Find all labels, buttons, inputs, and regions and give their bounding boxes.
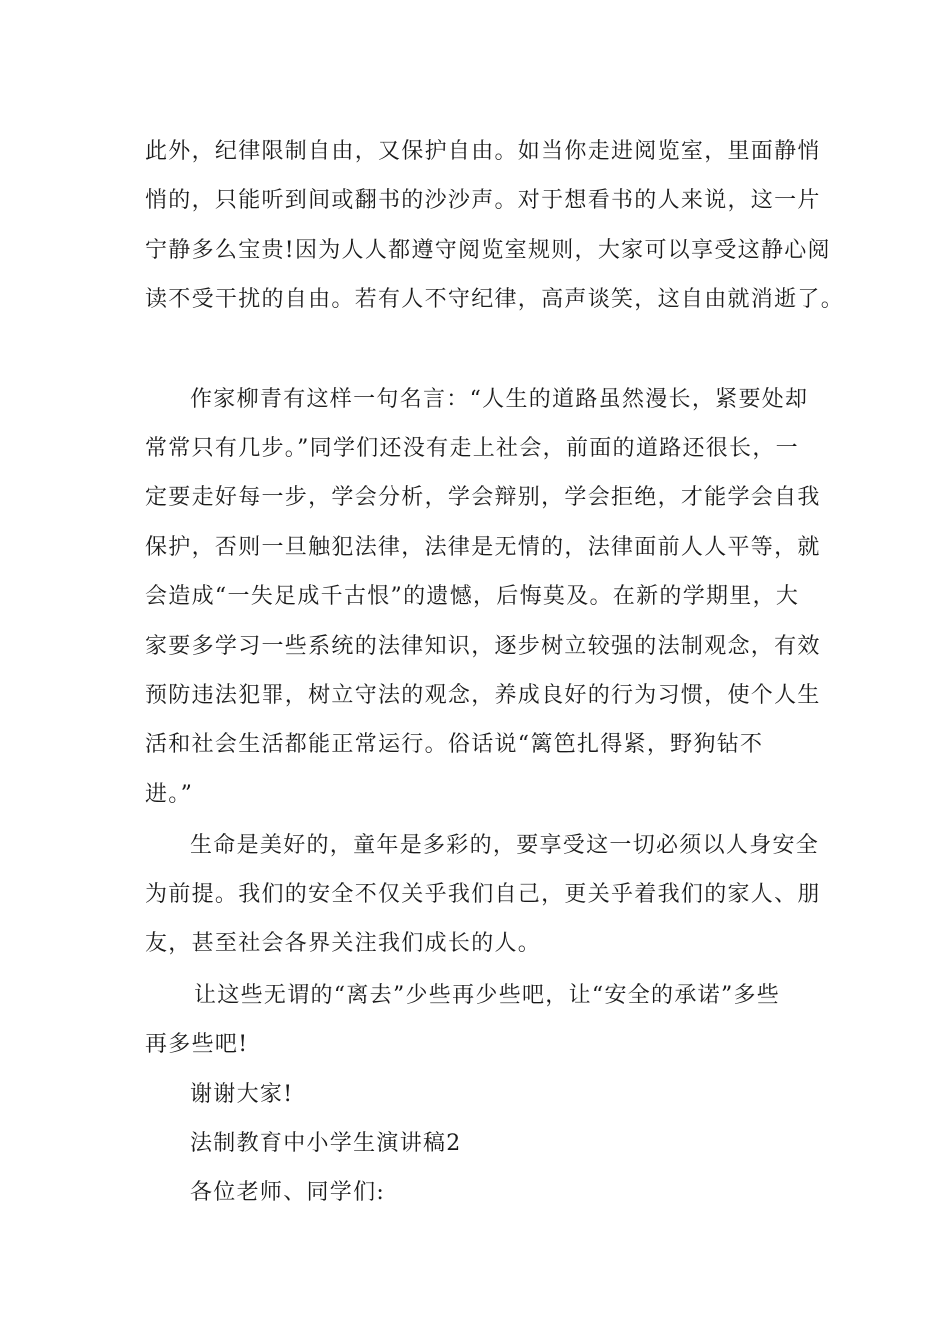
- paragraph-2-line-9: 进。”: [145, 782, 194, 807]
- paragraph-4-line-1: 让这些无谓的“离去”少些再少些吧，让“安全的承诺”多些: [194, 983, 781, 1008]
- paragraph-4-line-2: 再多些吧!: [145, 1032, 249, 1057]
- paragraph-1-line-3: 宁静多么宝贵!因为人人都遵守阅览室规则，大家可以享受这静心阅: [145, 238, 831, 263]
- salutation-line: 各位老师、同学们:: [190, 1180, 386, 1205]
- paragraph-3-line-2: 为前提。我们的安全不仅关乎我们自己，更关乎着我们的家人、朋: [145, 882, 821, 907]
- paragraph-1-line-2: 悄的，只能听到间或翻书的沙沙声。对于想看书的人来说，这一片: [145, 188, 821, 213]
- paragraph-2-line-4: 保护，否则一旦触犯法律，法律是无情的，法律面前人人平等，就: [145, 535, 821, 560]
- paragraph-2-line-1: 作家柳青有这样一句名言：“人生的道路虽然漫长，紧要处却: [190, 387, 809, 412]
- paragraph-3-line-1: 生命是美好的，童年是多彩的，要享受这一切必须以人身安全: [190, 833, 820, 858]
- paragraph-1-line-4: 读不受干扰的自由。若有人不守纪律，高声谈笑，这自由就消逝了。: [145, 287, 845, 312]
- paragraph-3-line-3: 友，甚至社会各界关注我们成长的人。: [145, 931, 542, 956]
- speech-title: 法制教育中小学生演讲稿2: [190, 1131, 462, 1156]
- thanks-line: 谢谢大家!: [190, 1082, 294, 1107]
- paragraph-2-line-5: 会造成“一失足成千古恨”的遗憾，后悔莫及。在新的学期里，大: [145, 584, 800, 609]
- paragraph-2-line-2: 常常只有几步。”同学们还没有走上社会，前面的道路还很长，一: [145, 436, 799, 461]
- paragraph-2-line-8: 活和社会生活都能正常运行。俗话说“篱笆扎得紧，野狗钻不: [145, 732, 764, 757]
- paragraph-2-line-7: 预防违法犯罪，树立守法的观念，养成良好的行为习惯，使个人生: [145, 683, 821, 708]
- paragraph-1-line-1: 此外，纪律限制自由，又保护自由。如当你走进阅览室，里面静悄: [145, 139, 821, 164]
- paragraph-2-line-6: 家要多学习一些系统的法律知识，逐步树立较强的法制观念，有效: [145, 634, 821, 659]
- paragraph-2-line-3: 定要走好每一步，学会分析，学会辩别，学会拒绝，才能学会自我: [145, 485, 821, 510]
